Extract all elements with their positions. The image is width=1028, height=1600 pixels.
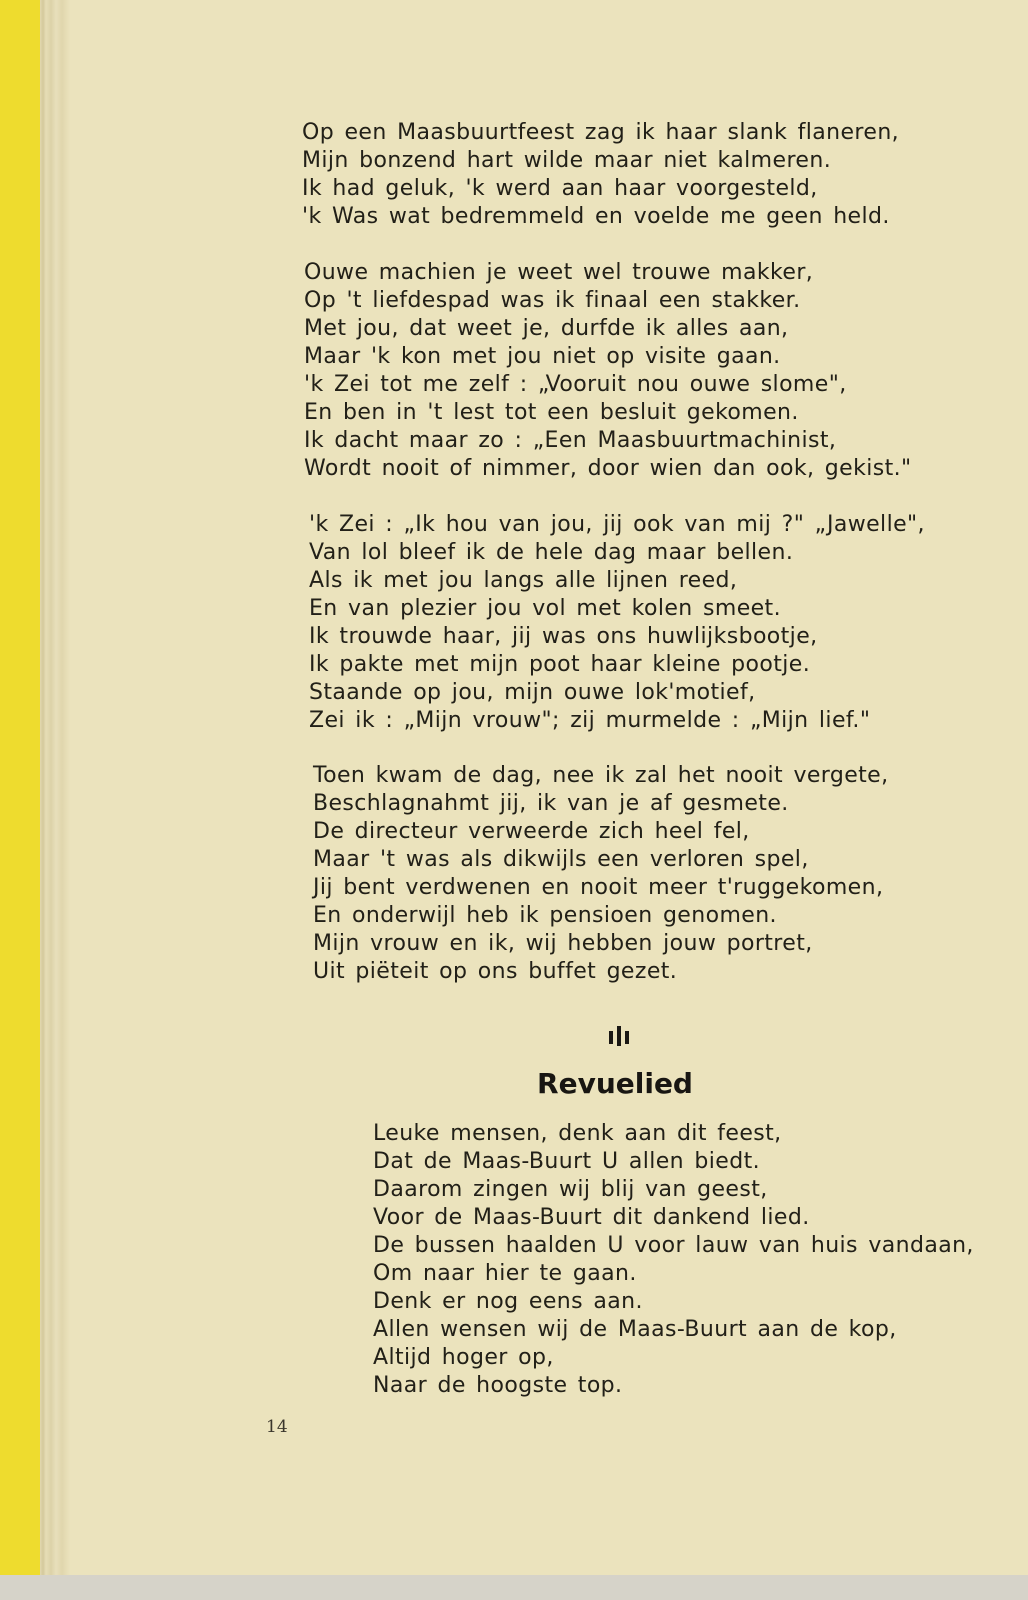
song-title: Revuelied: [537, 1067, 693, 1100]
verse-line: Met jou, dat weet je, durfde ik alles aan,: [304, 316, 789, 341]
verse-line: Ik dacht maar zo : „Een Maasbuurtmachinist,: [304, 428, 837, 453]
verse-line: Mijn vrouw en ik, wij hebben jouw portret,: [313, 931, 813, 956]
verse-line: Van lol bleef ik de hele dag maar bellen.: [309, 540, 794, 565]
verse-line: Beschlagnahmt jij, ik van je af gesmete.: [313, 791, 789, 816]
verse-line: 'k Zei tot me zelf : „Vooruit nou ouwe slome",: [304, 372, 847, 397]
verse-line: De directeur verweerde zich heel fel,: [313, 819, 750, 844]
verse-line: Op 't liefdespad was ik finaal een stakker.: [304, 288, 801, 313]
lyric-line: Altijd hoger op,: [373, 1345, 554, 1370]
verse-line: Maar 't was als dikwijls een verloren spel,: [313, 847, 809, 872]
lyric-line: Daarom zingen wij blij van geest,: [373, 1177, 768, 1202]
verse-line: En ben in 't lest tot een besluit gekomen.: [304, 400, 799, 425]
verse-line: Als ik met jou langs alle lijnen reed,: [309, 568, 738, 593]
verse-line: En onderwijl heb ik pensioen genomen.: [313, 903, 777, 928]
verse-line: Mijn bonzend hart wilde maar niet kalmeren.: [302, 148, 832, 173]
stanza-4: [313, 762, 889, 986]
vertical-bars-ornament-icon: [608, 1024, 632, 1048]
lyric-line: De bussen haalden U voor lauw van huis vandaan,: [373, 1233, 974, 1258]
lyric-line: Leuke mensen, denk aan dit feest,: [373, 1121, 782, 1146]
verse-line: Ik had geluk, 'k werd aan haar voorgesteld,: [302, 176, 818, 201]
verse-line: Staande op jou, mijn ouwe lok'motief,: [309, 680, 756, 705]
lyric-line: Denk er nog eens aan.: [373, 1289, 643, 1314]
stanza-3: [309, 511, 925, 735]
song-lyrics: [373, 1120, 974, 1400]
verse-line: Wordt nooit of nimmer, door wien dan ook, gekist.": [304, 456, 912, 481]
lyric-line: Allen wensen wij de Maas-Buurt aan de kop,: [373, 1317, 897, 1342]
page-stack-edge: [40, 0, 70, 1575]
verse-line: 'k Zei : „Ik hou van jou, jij ook van mij ?" „Jawelle",: [309, 512, 925, 537]
lyric-line: Voor de Maas-Buurt dit dankend lied.: [373, 1205, 810, 1230]
verse-line: Ik pakte met mijn poot haar kleine pootje.: [309, 652, 811, 677]
verse-line: Maar 'k kon met jou niet op visite gaan.: [304, 344, 781, 369]
lyric-line: Om naar hier te gaan.: [373, 1261, 637, 1286]
verse-line: Jij bent verdwenen en nooit meer t'ruggekomen,: [313, 875, 884, 900]
verse-line: Ouwe machien je weet wel trouwe makker,: [304, 260, 814, 285]
stanza-2: [304, 259, 912, 483]
verse-line: Op een Maasbuurtfeest zag ik haar slank flaneren,: [302, 120, 900, 145]
verse-line: 'k Was wat bedremmeld en voelde me geen held.: [302, 204, 890, 229]
verse-line: Zei ik : „Mijn vrouw"; zij murmelde : „Mijn lief.": [309, 708, 871, 733]
verse-line: Ik trouwde haar, jij was ons huwlijksbootje,: [309, 624, 818, 649]
verse-line: Toen kwam de dag, nee ik zal het nooit vergete,: [313, 763, 889, 788]
stanza-1: [302, 119, 899, 231]
lyric-line: Dat de Maas-Buurt U allen biedt.: [373, 1149, 761, 1174]
scan-background-strip: [0, 1575, 1028, 1600]
page-number: 14: [266, 1417, 288, 1437]
lyric-line: Naar de hoogste top.: [373, 1373, 623, 1398]
verse-line: Uit piëteit op ons buffet gezet.: [313, 959, 678, 984]
verse-line: En van plezier jou vol met kolen smeet.: [309, 596, 781, 621]
yellow-binding-edge: [0, 0, 42, 1575]
